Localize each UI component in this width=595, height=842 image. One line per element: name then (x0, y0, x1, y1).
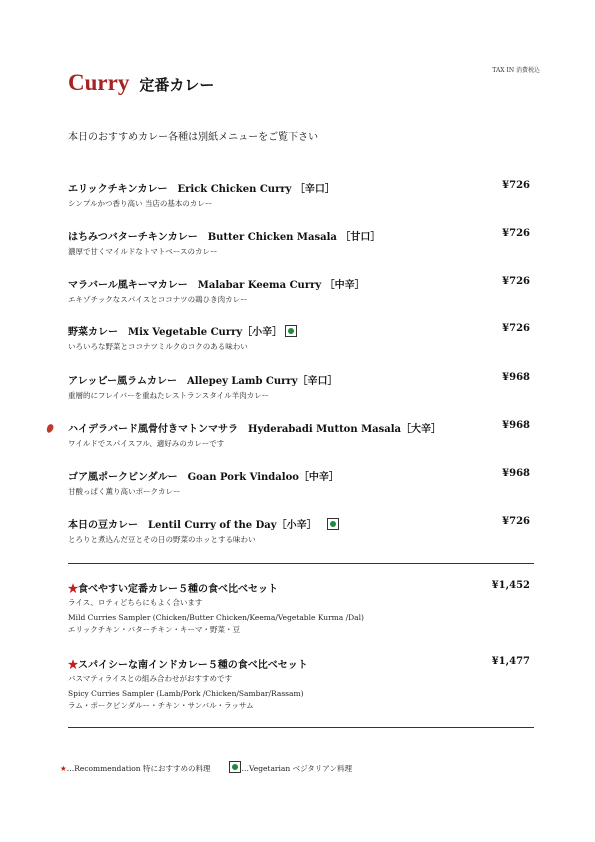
set-line: エリックチキン・バターチキン・キーマ・野菜・豆 (68, 625, 241, 634)
item-price: ¥968 (502, 372, 530, 383)
divider (68, 563, 534, 564)
vegetarian-icon (285, 325, 297, 337)
item-desc: 甘酸っぱく薫り高いポークカレー (68, 487, 181, 496)
item-price: ¥968 (502, 468, 530, 479)
item-name: ハイデラバード風骨付きマトンマサラ Hyderabadi Mutton Masala［大辛］ (68, 424, 442, 435)
item-name: エリックチキンカレー Erick Chicken Curry ［辛口］ (68, 184, 335, 195)
page-title (68, 70, 214, 96)
divider (68, 727, 534, 728)
title-en: Curry (68, 70, 130, 95)
item-name: 本日の豆カレー Lentil Curry of the Day［小辛］ (68, 520, 317, 531)
item-desc: 濃厚で甘くマイルドなトマトベースのカレー (68, 247, 218, 256)
set-line: バスマティライスとの組み合わせがおすすめです (68, 674, 233, 683)
tax-note: TAX IN 消費税込 (492, 67, 540, 74)
star-icon: ★ (68, 660, 78, 671)
menu-item-hyderabadi-mutton (68, 420, 530, 449)
star-icon: ★ (68, 584, 78, 595)
legend-recommendation: …Recommendation 特におすすめの料理 (66, 764, 211, 773)
set-name-row (68, 656, 530, 671)
item-desc: 重層的にフレイバーを重ねたレストランスタイル羊肉カレー (68, 391, 270, 400)
item-price: ¥726 (502, 276, 530, 287)
star-icon: ★ (60, 764, 67, 773)
menu-item-goan-pork (68, 468, 530, 497)
menu-item-butter-chicken (68, 228, 530, 257)
legend (60, 761, 352, 774)
item-price: ¥726 (502, 516, 530, 527)
set-price: ¥1,477 (491, 656, 530, 667)
item-price: ¥726 (502, 228, 530, 239)
item-price: ¥726 (502, 180, 530, 191)
intro-text: 本日のおすすめカレー各種は別紙メニューをご覧下さい (68, 132, 319, 143)
item-name: 野菜カレー Mix Vegetable Curry［小辛］ (68, 327, 283, 338)
set-mild (68, 580, 530, 635)
item-name-row (68, 323, 530, 338)
set-name: 食べやすい定番カレー５種の食べ比べセット (78, 584, 278, 595)
menu-item-mix-vegetable (68, 323, 530, 352)
item-price: ¥968 (502, 420, 530, 431)
item-desc: エキゾチックなスパイスとココナツの鶏ひき肉カレー (68, 295, 248, 304)
set-spicy (68, 656, 530, 711)
vegetarian-icon (229, 761, 241, 773)
legend-vegetarian: …Vegetarian ベジタリアン料理 (241, 764, 352, 773)
set-line: Spicy Curries Sampler (Lamb/Pork /Chicken/Sambar/Rassam) (68, 689, 304, 698)
set-line: ライス、ロティどちらにもよく合います (68, 598, 203, 607)
chili-icon (45, 423, 54, 434)
item-desc: とろりと煮込んだ豆とその日の野菜のホッとする味わい (68, 535, 256, 544)
item-name: ゴア風ポークビンダルー Goan Pork Vindaloo［中辛］ (68, 472, 339, 483)
item-desc: シンプルかつ香り高い 当店の基本のカレー (68, 199, 213, 208)
item-name: マラバール風キーマカレー Malabar Keema Curry ［中辛］ (68, 280, 365, 291)
menu-item-allepey-lamb (68, 372, 530, 401)
item-name-row (68, 516, 530, 531)
menu-item-lentil (68, 516, 530, 545)
vegetarian-icon (327, 518, 339, 530)
item-desc: いろいろな野菜とココナツミルクのコクのある味わい (68, 342, 248, 351)
item-name: はちみつバターチキンカレー Butter Chicken Masala ［甘口］ (68, 232, 381, 243)
set-price: ¥1,452 (491, 580, 530, 591)
item-desc: ワイルドでスパイスフル、適好みのカレーです (68, 439, 225, 448)
title-jp: 定番カレー (139, 76, 215, 94)
menu-item-erick-chicken (68, 180, 530, 209)
menu-item-malabar-keema (68, 276, 530, 305)
item-name: アレッピー風ラムカレー Allepey Lamb Curry［辛口］ (68, 376, 338, 387)
set-line: ラム・ポークビンダルー・チキン・サンバル・ラッサム (68, 701, 254, 710)
set-line: Mild Curries Sampler (Chicken/Butter Chicken/Keema/Vegetable Kurma /Dal) (68, 613, 364, 622)
item-price: ¥726 (502, 323, 530, 334)
set-name-row (68, 580, 530, 595)
set-name: スパイシーな南インドカレー５種の食べ比べセット (78, 660, 308, 671)
